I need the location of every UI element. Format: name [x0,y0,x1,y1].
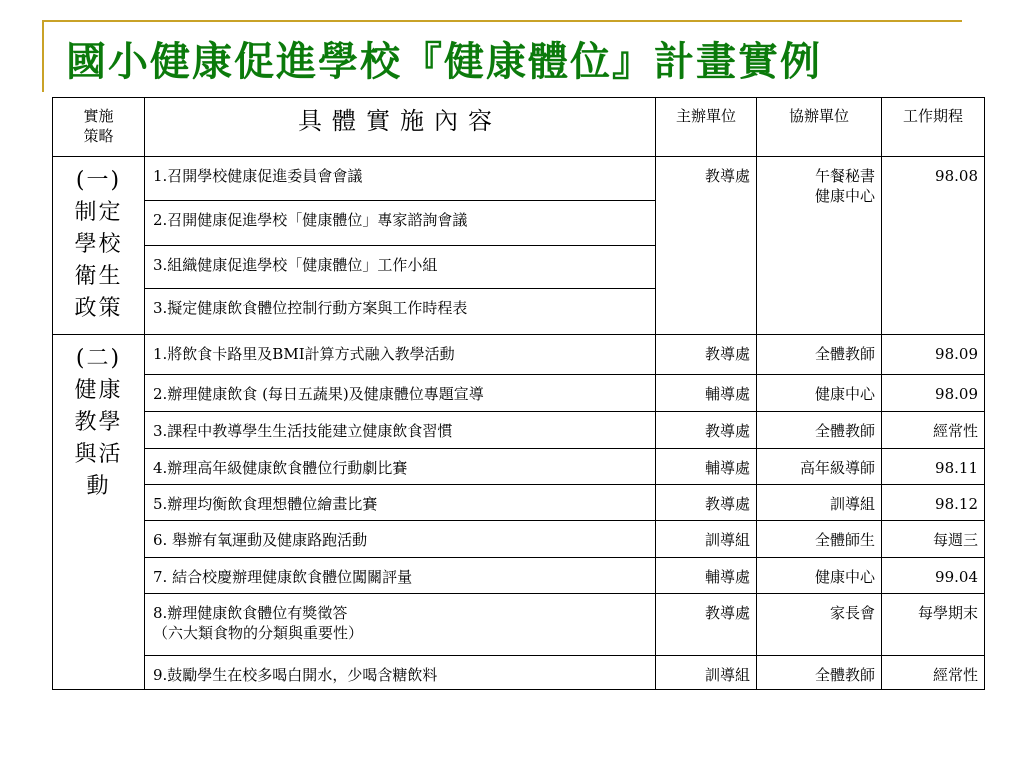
host-cell: 教導處 [656,412,757,449]
table-row [53,157,985,201]
co-host-cell: 高年級導師 [757,449,882,485]
accent-line-horizontal [42,20,962,22]
co-host-cell: 家長會 [757,594,882,656]
host-cell: 輔導處 [656,375,757,412]
host-cell: 訓導組 [656,656,757,690]
host-cell: 教導處 [656,485,757,521]
content-cell: 6. 舉辦有氧運動及健康路跑活動 [145,521,656,558]
strategy-text: 制定 [74,200,123,225]
accent-line-vertical [42,20,44,92]
co-host-cell: 全體教師 [757,335,882,375]
host-cell: 教導處 [656,157,757,335]
table-row [53,335,985,375]
host-cell: 教導處 [656,335,757,375]
schedule-cell: 每學期末 [882,594,985,656]
content-cell: 7. 結合校慶辦理健康飲食體位闖關評量 [145,558,656,594]
table-row [53,412,985,449]
schedule-cell: 每週三 [882,521,985,558]
host-cell: 輔導處 [656,449,757,485]
header-schedule: 工作期程 [882,98,985,157]
table-row [53,558,985,594]
content-cell [145,594,656,656]
host-cell: 教導處 [656,594,757,656]
strategy-text: 動 [86,474,111,499]
content-cell: 9.鼓勵學生在校多喝白開水，少喝含糖飲料 [145,656,656,690]
table-row [53,375,985,412]
table-row [53,449,985,485]
co-host-cell: 全體教師 [757,656,882,690]
content-line: （六大類食物的分類與重要性） [153,624,364,642]
strategy-text: 政策 [74,296,123,321]
strategy-text: 學校 [74,232,123,257]
table-row [53,485,985,521]
co-host-text: 午餐秘書 [814,167,875,185]
content-cell: 1.召開學校健康促進委員會會議 [145,157,656,201]
strategy-text: (一) [75,168,122,193]
co-host-cell [757,157,882,335]
content-cell: 3.組織健康促進學校「健康體位」工作小組 [145,246,656,289]
content-cell: 1.將飲食卡路里及BMI計算方式融入教學活動 [145,335,656,375]
strategy-text: 教學 [74,410,123,435]
co-host-text: 健康中心 [814,187,875,205]
co-host-cell: 全體教師 [757,412,882,449]
header-strategy-line2: 策略 [83,127,114,145]
strategy-text: 健康 [74,378,123,403]
schedule-cell: 98.11 [882,449,985,485]
content-cell: 4.辦理高年級健康飲食體位行動劇比賽 [145,449,656,485]
strategy-text: (二) [75,346,122,371]
plan-table [52,97,985,690]
header-strategy-line1: 實施 [83,107,114,125]
schedule-cell: 98.09 [882,375,985,412]
co-host-cell: 全體師生 [757,521,882,558]
table-row [53,521,985,558]
content-cell: 3.課程中教導學生生活技能建立健康飲食習慣 [145,412,656,449]
co-host-cell: 健康中心 [757,558,882,594]
host-cell: 訓導組 [656,521,757,558]
header-co-host: 協辦單位 [757,98,882,157]
header-content: 具體實施內容 [145,98,656,157]
content-line: 8.辦理健康飲食體位有獎徵答 [153,604,348,622]
strategy-text: 與活 [74,442,123,467]
strategy-cell-1 [53,157,145,335]
co-host-cell: 健康中心 [757,375,882,412]
schedule-cell: 經常性 [882,656,985,690]
co-host-cell: 訓導組 [757,485,882,521]
table-row [53,594,985,656]
header-row [53,98,985,157]
content-cell: 5.辦理均衡飲食理想體位繪畫比賽 [145,485,656,521]
content-cell: 2.辦理健康飲食 (每日五蔬果)及健康體位專題宣導 [145,375,656,412]
table-row [53,656,985,690]
schedule-cell: 98.08 [882,157,985,335]
slide-title: 國小健康促進學校『健康體位』計畫實例 [66,39,822,85]
strategy-cell-2 [53,335,145,690]
header-strategy [53,98,145,157]
header-host: 主辦單位 [656,98,757,157]
schedule-cell: 經常性 [882,412,985,449]
content-cell: 2.召開健康促進學校「健康體位」專家諮詢會議 [145,201,656,246]
schedule-cell: 99.04 [882,558,985,594]
strategy-text: 衛生 [74,264,123,289]
content-cell: 3.擬定健康飲食體位控制行動方案與工作時程表 [145,289,656,335]
schedule-cell: 98.12 [882,485,985,521]
schedule-cell: 98.09 [882,335,985,375]
host-cell: 輔導處 [656,558,757,594]
